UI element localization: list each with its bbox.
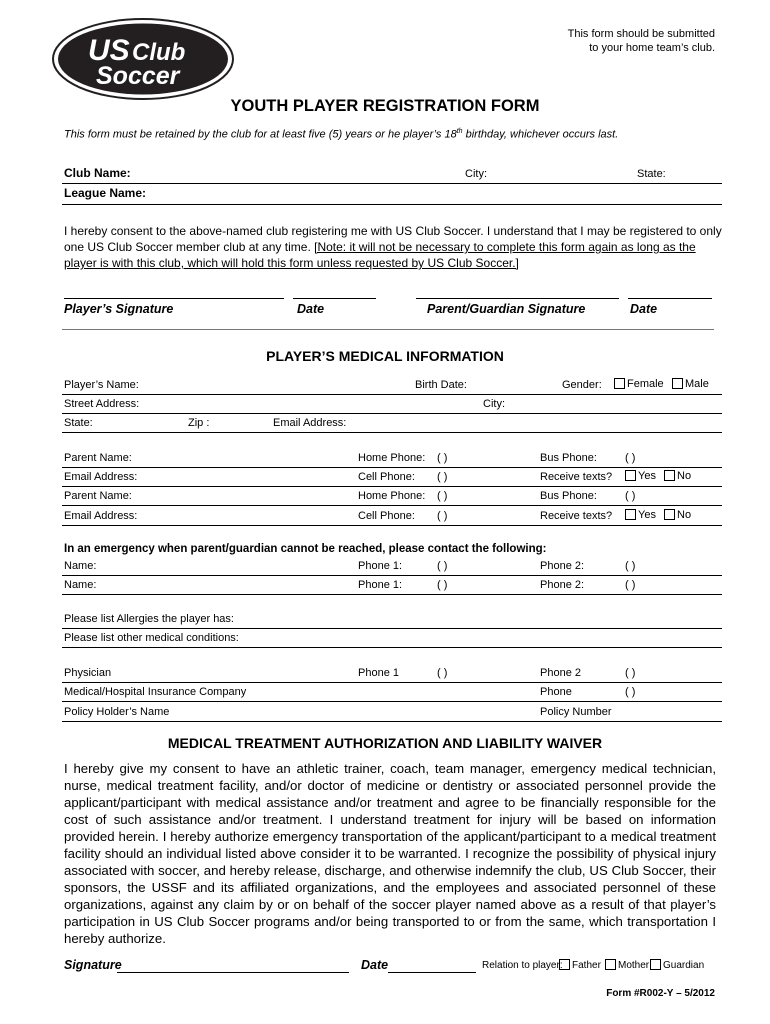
divider (62, 329, 714, 330)
parent2-home-phone-label: Home Phone: (358, 490, 426, 502)
no-checkbox[interactable] (664, 509, 675, 520)
female-checkbox[interactable] (614, 378, 625, 389)
player-city-label: City: (483, 398, 505, 410)
yes-checkbox[interactable] (625, 509, 636, 520)
retention-note: This form must be retained by the club for at least five (5) years or he player’s 18th birthday, whichever occurs last. (64, 128, 619, 141)
medical-section-title: PLAYER’S MEDICAL INFORMATION (266, 348, 504, 364)
parent2-line[interactable] (62, 505, 722, 506)
state-zip-line[interactable] (62, 432, 722, 433)
player-name-label: Player’s Name: (64, 379, 139, 391)
bottom-date-line[interactable] (388, 972, 476, 973)
gender-male-option[interactable]: Male (672, 378, 709, 390)
player-signature-label: Player’s Signature (64, 302, 174, 316)
parent2-email-line[interactable] (62, 525, 722, 526)
date1-label: Date (297, 302, 325, 316)
bottom-signature-label: Signature (64, 958, 122, 972)
player-name-line[interactable] (62, 394, 722, 395)
physician-phone1-paren: ( ) (437, 667, 448, 679)
physician-phone2-label: Phone 2 (540, 667, 581, 679)
emergency2-phone1-paren: ( ) (437, 579, 448, 591)
policy-holder-label: Policy Holder’s Name (64, 706, 170, 718)
street-address-line[interactable] (62, 413, 722, 414)
club-city-label: City: (465, 168, 487, 180)
date2-line[interactable] (628, 298, 712, 299)
yes-checkbox[interactable] (625, 470, 636, 481)
bottom-signature-line[interactable] (117, 972, 349, 973)
player-state-label: State: (64, 417, 93, 429)
waiver-title: MEDICAL TREATMENT AUTHORIZATION AND LIABILITY WAIVER (167, 735, 603, 751)
parent2-texts-label: Receive texts? (540, 510, 613, 522)
insurance-phone-paren: ( ) (625, 686, 636, 698)
emergency1-name-label: Name: (64, 560, 97, 572)
conditions-label: Please list other medical conditions: (64, 632, 239, 644)
relation-father-option[interactable]: Father (559, 959, 601, 971)
parent2-texts-no[interactable]: No (664, 509, 691, 521)
father-checkbox[interactable] (559, 959, 570, 970)
parent1-texts-label: Receive texts? (540, 471, 613, 483)
allergies-label: Please list Allergies the player has: (64, 613, 234, 625)
svg-text:US: US (88, 34, 130, 67)
parent1-texts-no[interactable]: No (664, 470, 691, 482)
parent2-email-label: Email Address: (64, 510, 138, 522)
form-title: YOUTH PLAYER REGISTRATION FORM (230, 97, 540, 115)
parent1-cell-phone-label: Cell Phone: (358, 471, 415, 483)
parent1-bus-phone-label: Bus Phone: (540, 452, 597, 464)
parent2-texts-yes[interactable]: Yes (625, 509, 656, 521)
parent1-bus-paren: ( ) (625, 452, 636, 464)
policy-number-label: Policy Number (540, 706, 612, 718)
zip-label: Zip : (188, 417, 210, 429)
no-checkbox[interactable] (664, 470, 675, 481)
club-state-label: State: (637, 168, 666, 180)
physician-line[interactable] (62, 682, 722, 683)
club-name-line[interactable] (62, 183, 722, 184)
physician-phone2-paren: ( ) (625, 667, 636, 679)
emergency-heading: In an emergency when parent/guardian cannot be reached, please contact the following: (64, 543, 547, 555)
parent2-bus-paren: ( ) (625, 490, 636, 502)
parent2-bus-phone-label: Bus Phone: (540, 490, 597, 502)
parent1-home-phone-label: Home Phone: (358, 452, 426, 464)
emergency2-phone2-label: Phone 2: (540, 579, 585, 591)
parent2-name-label: Parent Name: (64, 490, 132, 502)
consent-paragraph: I hereby consent to the above-named club registering me with US Club Soccer. I understand that I may be registered to only one US Club Soccer member club at any time. [Note: it will not be necessary to complete this form again as long as the player is with this club, which will hold this form unless requested by US Club Soccer.] (64, 224, 722, 270)
parent1-cell-paren: ( ) (437, 471, 448, 483)
insurance-phone-label: Phone (540, 686, 572, 698)
league-name-line[interactable] (62, 204, 722, 205)
club-name-label: Club Name: (64, 166, 131, 180)
physician-phone1-label: Phone 1 (358, 667, 399, 679)
relation-mother-option[interactable]: Mother (605, 959, 649, 971)
emergency1-phone1-paren: ( ) (437, 560, 448, 572)
date1-line[interactable] (293, 298, 376, 299)
parent1-email-label: Email Address: (64, 471, 138, 483)
parent-signature-label: Parent/Guardian Signature (427, 302, 586, 316)
street-address-label: Street Address: (64, 398, 140, 410)
parent2-cell-paren: ( ) (437, 510, 448, 522)
guardian-checkbox[interactable] (650, 959, 661, 970)
relation-guardian-option[interactable]: Guardian (650, 959, 704, 971)
allergies-line[interactable] (62, 628, 722, 629)
date2-label: Date (630, 302, 658, 316)
emergency1-line[interactable] (62, 575, 722, 576)
consent-note: [Note: it will not be necessary to complete this form again as long as the player is with this club, which will hold this form unless requested by US Club Soccer.] (64, 240, 696, 270)
player-signature-line[interactable] (64, 298, 284, 299)
emergency1-phone2-label: Phone 2: (540, 560, 585, 572)
svg-text:Soccer: Soccer (96, 62, 180, 90)
birth-date-label: Birth Date: (415, 379, 467, 391)
parent2-home-paren: ( ) (437, 490, 448, 502)
parent1-home-paren: ( ) (437, 452, 448, 464)
submit-note: This form should be submitted to your home team’s club. (567, 28, 715, 54)
emergency2-phone2-paren: ( ) (625, 579, 636, 591)
player-email-label: Email Address: (273, 417, 347, 429)
league-name-label: League Name: (64, 186, 147, 200)
parent2-cell-phone-label: Cell Phone: (358, 510, 415, 522)
emergency2-name-label: Name: (64, 579, 97, 591)
parent1-texts-yes[interactable]: Yes (625, 470, 656, 482)
emergency2-phone1-label: Phone 1: (358, 579, 403, 591)
mother-checkbox[interactable] (605, 959, 616, 970)
emergency2-line[interactable] (62, 594, 722, 595)
emergency1-phone2-paren: ( ) (625, 560, 636, 572)
parent1-line[interactable] (62, 467, 722, 468)
bottom-date-label: Date (361, 958, 389, 972)
parent-signature-line[interactable] (416, 298, 619, 299)
emergency1-phone1-label: Phone 1: (358, 560, 403, 572)
insurance-label: Medical/Hospital Insurance Company (64, 686, 247, 698)
physician-label: Physician (64, 667, 112, 679)
policy-line[interactable] (62, 721, 722, 722)
relation-label: Relation to player: (482, 960, 563, 971)
form-number: Form #R002-Y – 5/2012 (606, 988, 715, 999)
parent1-name-label: Parent Name: (64, 452, 132, 464)
conditions-line[interactable] (62, 647, 722, 648)
waiver-text: I hereby give my consent to have an athletic trainer, coach, team manager, emergency medical technician, nurse, medical treatment facility, and/or doctor of medicine or dentistry or associated personnel provide the applicant/participant with medical assistance and/or treatment and agree to be financially responsible for the cost of such assistance and/or treatment. I understand treatment for injury will be based on information provided herein. I hereby authorize emergency transportation of the applicant/participant to a medical treatment facility should an individual listed above consider it to be warranted. I recognize the possibility of physical injury associated with soccer, and hereby release, discharge, and otherwise indemnify the club, US Club Soccer, their sponsors, the USSF and its affiliated organizations, and the employees and associated personnel of these organizations, against any claim by or on behalf of the soccer player named above as a result of that player’s participation in US Club Soccer programs and/or being transported to or from the same, which transportation I hereby authorize. (64, 761, 716, 946)
gender-label: Gender: (562, 379, 602, 391)
svg-text:Club: Club (132, 39, 186, 66)
male-checkbox[interactable] (672, 378, 683, 389)
us-club-soccer-logo (52, 18, 234, 100)
parent1-email-line[interactable] (62, 486, 722, 487)
gender-female-option[interactable]: Female (614, 378, 664, 390)
insurance-line[interactable] (62, 701, 722, 702)
